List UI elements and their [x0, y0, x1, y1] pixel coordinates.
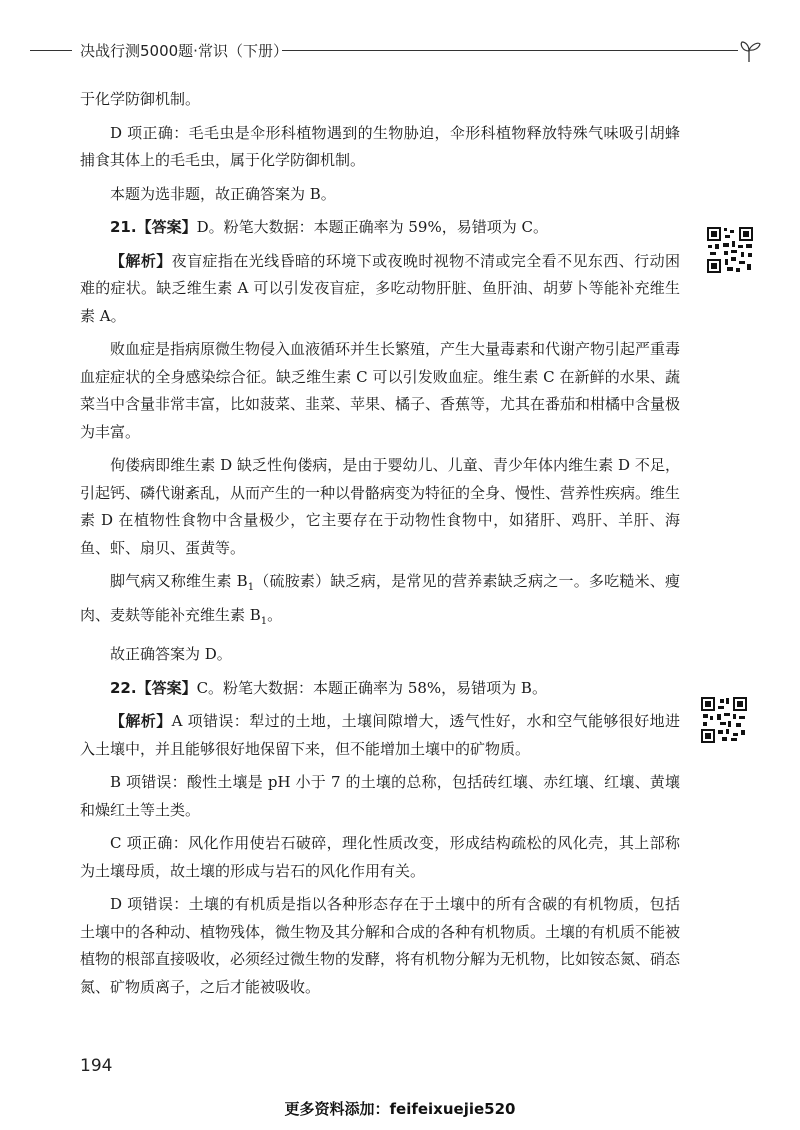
analysis-label: 【解析】: [110, 712, 172, 730]
sprout-icon: [736, 38, 762, 64]
paragraph: 故正确答案为 D。: [110, 645, 232, 663]
q21-analysis: [80, 248, 680, 331]
header-rule-right: [282, 50, 738, 51]
text-run: 。: [267, 605, 283, 624]
text-run: （硫胺素）缺乏病，是常见的营养素缺乏病之一。多吃糙米、瘦肉、麦麸等能补充维生素 B: [80, 572, 680, 624]
paragraph: B 项错误：酸性土壤是 pH 小于 7 的土壤的总称，包括砖红壤、赤红壤、红壤、黄壤和燥红土等土类。: [80, 773, 680, 819]
paragraph: 本题为选非题，故正确答案为 B。: [110, 184, 336, 203]
paragraph: D 项正确：毛毛虫是伞形科植物遇到的生物胁迫，伞形科植物释放特殊气味吸引胡蜂捕食其体上的毛毛虫，属于化学防御机制。: [80, 123, 680, 169]
footer-note: 更多资料添加：feifeixuejie520: [284, 1100, 516, 1118]
subscript: 1: [260, 615, 268, 627]
book-title: 决战行测5000题·常识（下册）: [80, 42, 288, 60]
page-body: [80, 86, 680, 1007]
qr-code-icon[interactable]: [700, 696, 748, 744]
answer-line: D。粉笔大数据：本题正确率为 59%，易错项为 C。: [196, 218, 548, 236]
analysis-text: A 项错误：犁过的土地，土壤间隙增大，透气性好，水和空气能够很好地进入土壤中，并且能够很好地保留下来，但不能增加土壤中的矿物质。: [80, 712, 680, 758]
running-header: [0, 38, 800, 62]
text-run: 脚气病又称维生素 B: [110, 572, 248, 590]
q22-answer: [80, 675, 680, 703]
analysis-text: 夜盲症指在光线昏暗的环境下或夜晚时视物不清或完全看不见东西、行动困难的症状。缺乏维生素 A 可以引发夜盲症，多吃动物肝脏、鱼肝油、胡萝卜等能补充维生素 A。: [80, 251, 680, 325]
paragraph: [80, 568, 680, 635]
paragraph: C 项正确：风化作用使岩石破碎，理化性质改变，形成结构疏松的风化壳，其上部称为土壤母质，故土壤的形成与岩石的风化作用有关。: [80, 834, 680, 880]
analysis-label: 【解析】: [110, 251, 172, 270]
q22-analysis: [80, 708, 680, 763]
qr-code-icon[interactable]: [706, 226, 754, 274]
page-number: 194: [80, 1056, 113, 1076]
answer-line: C。粉笔大数据：本题正确率为 58%，易错项为 B。: [196, 678, 547, 697]
paragraph: 于化学防御机制。: [80, 90, 201, 108]
paragraph: 佝偻病即维生素 D 缺乏性佝偻病，是由于婴幼儿、儿童、青少年体内维生素 D 不足，引起钙、磷代谢紊乱，从而产生的一种以骨骼病变为特征的全身、慢性、营养性疾病。维生素 D 在植物性食物中含量极少，它主要存在于动物性食物中，如猪肝、鸡肝、羊肝、海鱼、虾、扇贝、蛋黄等。: [80, 456, 681, 557]
paragraph: D 项错误：土壤的有机质是指以各种形态存在于土壤中的所有含碳的有机物质，包括土壤中的各种动、植物残体，微生物及其分解和合成的各种有机物质。土壤的有机质不能被植物的根部直接吸收，必须经过微生物的发酵，将有机物分解为无机物，比如铵态氮、硝态氮、矿物质离子，之后才能被吸收。: [80, 895, 681, 996]
header-rule-left: [30, 50, 72, 51]
answer-label: 22.【答案】: [110, 678, 197, 697]
q21-answer: [80, 214, 680, 242]
answer-label: 21.【答案】: [110, 218, 197, 236]
subscript: 1: [247, 582, 255, 593]
paragraph: 败血症是指病原微生物侵入血液循环并生长繁殖，产生大量毒素和代谢产物引起严重毒血症症状的全身感染综合征。缺乏维生素 C 可以引发败血症。维生素 C 在新鲜的水果、蔬菜当中含量非常丰富，比如菠菜、韭菜、苹果、橘子、香蕉等，尤其在番茄和柑橘中含量极为丰富。: [80, 340, 681, 441]
